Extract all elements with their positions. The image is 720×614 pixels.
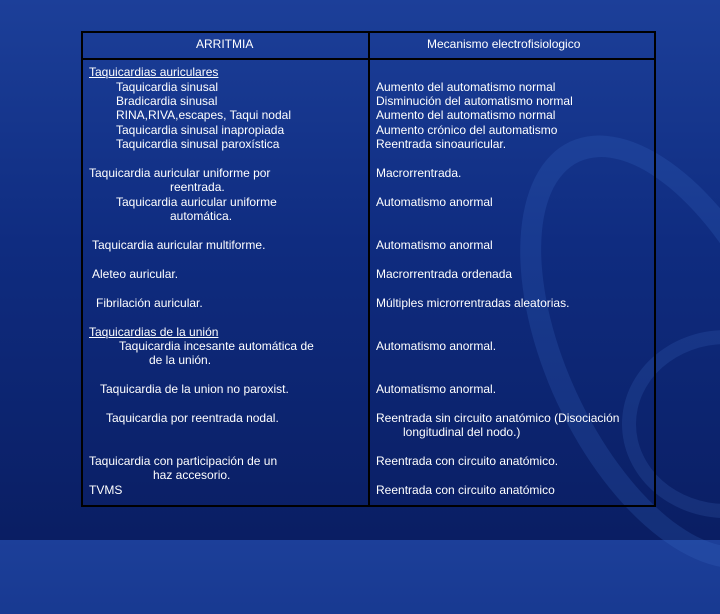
arrhythmia-cell: de la unión. [149, 353, 212, 367]
mechanism-cell: Automatismo anormal. [376, 339, 497, 353]
mechanism-cell: longitudinal del nodo.) [403, 425, 521, 439]
mechanism-cell: Macrorrentrada. [376, 166, 462, 180]
arrhythmia-cell: Taquicardia auricular uniforme por [89, 166, 271, 180]
arrhythmia-cell: automática. [170, 209, 233, 223]
section-title-taquicardias-auriculares: Taquicardias auriculares [89, 65, 219, 79]
arrhythmia-cell: Taquicardia auricular uniforme [116, 195, 277, 209]
arrhythmia-cell: RINA,RIVA,escapes, Taqui nodal [116, 108, 291, 122]
mechanism-cell: Reentrada con circuito anatómico [376, 483, 555, 497]
header-mecanismo: Mecanismo electrofisiologico [427, 37, 581, 51]
arrhythmia-cell: Fibrilación auricular. [96, 296, 203, 310]
section-title-taquicardias-union: Taquicardias de la unión [89, 325, 219, 339]
arrhythmia-cell: Aleteo auricular. [92, 267, 179, 281]
column-divider [368, 31, 370, 507]
arrhythmia-cell: Taquicardia de la union no paroxist. [100, 382, 289, 396]
arrhythmia-cell: Taquicardia sinusal inapropiada [116, 123, 285, 137]
mechanism-cell: Aumento crónico del automatismo [376, 123, 558, 137]
header-arritmia: ARRITMIA [196, 37, 254, 51]
mechanism-cell: Múltiples microrrentradas aleatorias. [376, 296, 570, 310]
arrhythmia-cell: Taquicardia sinusal [116, 80, 219, 94]
mechanism-cell: Macrorrentrada ordenada [376, 267, 513, 281]
mechanism-cell: Automatismo anormal [376, 195, 493, 209]
arrhythmia-cell: Bradicardia sinusal [116, 94, 218, 108]
mechanism-cell: Reentrada con circuito anatómico. [376, 454, 559, 468]
arrhythmia-cell: Taquicardia por reentrada nodal. [106, 411, 279, 425]
mechanism-cell: Reentrada sin circuito anatómico (Disociación [376, 411, 620, 425]
arrhythmia-cell: TVMS [89, 483, 123, 497]
mechanism-cell: Aumento del automatismo normal [376, 108, 556, 122]
mechanism-cell: Disminución del automatismo normal [376, 94, 573, 108]
arrhythmia-cell: Taquicardia incesante automática de [119, 339, 314, 353]
mechanism-cell: Automatismo anormal [376, 238, 493, 252]
arrhythmia-cell: Taquicardia con participación de un [89, 454, 278, 468]
arrhythmia-cell: Taquicardia auricular multiforme. [92, 238, 266, 252]
arrhythmia-cell: haz accesorio. [153, 468, 231, 482]
mechanism-cell: Aumento del automatismo normal [376, 80, 556, 94]
mechanism-cell: Reentrada sinoauricular. [376, 137, 507, 151]
arrhythmia-cell: reentrada. [170, 180, 225, 194]
header-divider [81, 58, 656, 60]
arrhythmia-cell: Taquicardia sinusal paroxística [116, 137, 280, 151]
mechanism-cell: Automatismo anormal. [376, 382, 497, 396]
